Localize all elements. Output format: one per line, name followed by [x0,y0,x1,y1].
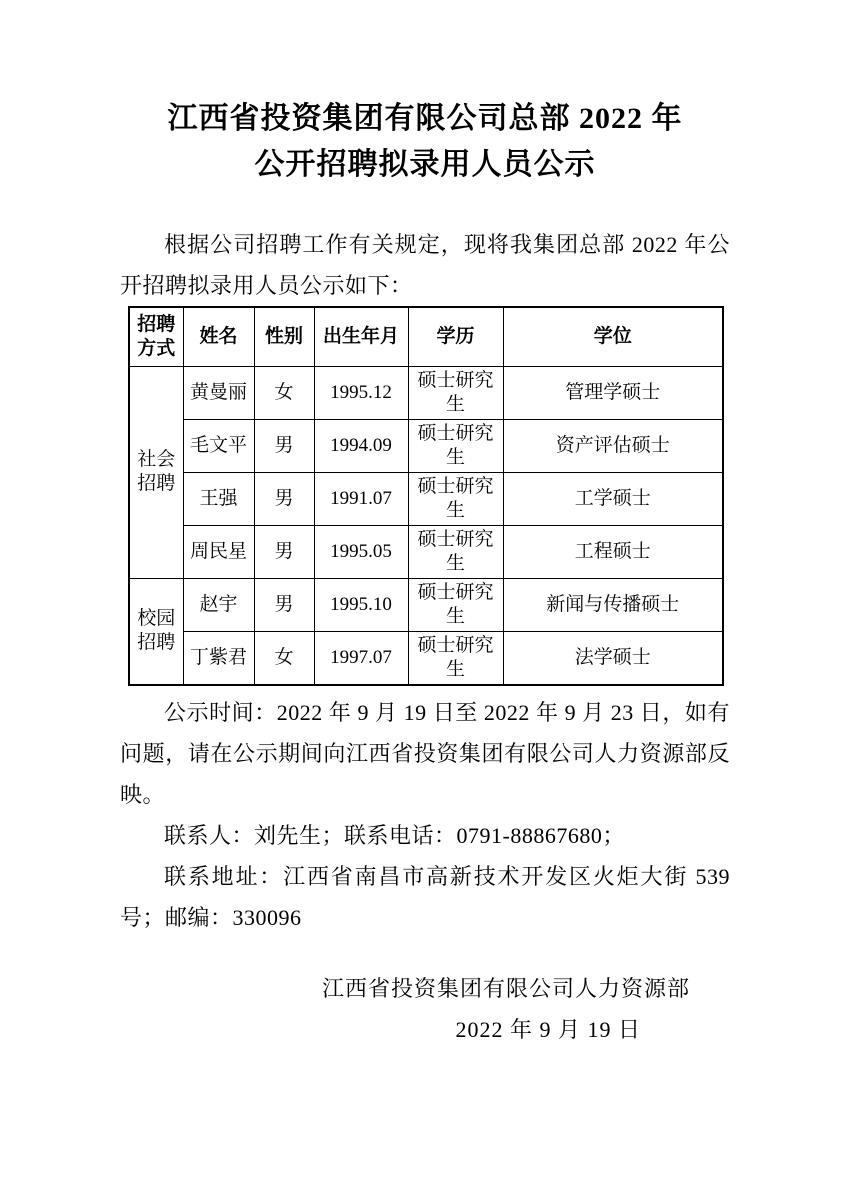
document-title-line2: 公开招聘拟录用人员公示 [254,148,596,181]
header-education: 学历 [408,307,503,366]
cell-gender: 男 [254,419,314,472]
cell-gender: 男 [254,472,314,525]
cell-recruit-method: 校园招聘 [129,578,183,685]
table-row [129,525,723,578]
cell-education: 硕士研究生 [408,419,503,472]
cell-birth: 1997.07 [314,631,408,685]
cell-name: 丁紫君 [183,631,254,685]
address-line: 联系地址：江西省南昌市高新技术开发区火炬大街 539 号；邮编：330096 [120,863,730,930]
header-recruit-method: 招聘方式 [129,307,183,366]
signature-block [120,968,730,1050]
table-row [129,631,723,685]
cell-degree: 工程硕士 [503,525,723,578]
header-name: 姓名 [183,307,254,366]
cell-name: 毛文平 [183,419,254,472]
header-birth: 出生年月 [314,307,408,366]
header-degree: 学位 [503,307,723,366]
cell-birth: 1991.07 [314,472,408,525]
cell-education: 硕士研究生 [408,525,503,578]
cell-name: 赵宇 [183,578,254,631]
header-gender: 性别 [254,307,314,366]
intro-paragraph: 根据公司招聘工作有关规定，现将我集团总部 2022 年公开招聘拟录用人员公示如下： [120,232,730,298]
cell-name: 黄曼丽 [183,366,254,419]
cell-gender: 男 [254,525,314,578]
cell-birth: 1995.05 [314,525,408,578]
table-header-row [129,307,723,366]
cell-gender: 女 [254,366,314,419]
cell-degree: 工学硕士 [503,472,723,525]
cell-education: 硕士研究生 [408,472,503,525]
contact-line: 联系人：刘先生；联系电话：0791-88867680； [164,822,625,848]
document-title [120,96,730,188]
cell-birth: 1995.12 [314,366,408,419]
recruitment-table [128,306,724,686]
table-row [129,472,723,525]
cell-education: 硕士研究生 [408,631,503,685]
date-line: 2022 年 9 月 19 日 [455,1016,641,1042]
cell-degree: 资产评估硕士 [503,419,723,472]
table-row [129,419,723,472]
cell-education: 硕士研究生 [408,578,503,631]
notice-paragraph: 公示时间：2022 年 9 月 19 日至 2022 年 9 月 23 日，如有问题，请在公示期间向江西省投资集团有限公司人力资源部反映。 [120,699,730,807]
cell-degree: 法学硕士 [503,631,723,685]
document-title-line1: 江西省投资集团有限公司总部 2022 年 [167,102,683,135]
cell-degree: 新闻与传播硕士 [503,578,723,631]
cell-gender: 女 [254,631,314,685]
cell-birth: 1995.10 [314,578,408,631]
signature-line: 江西省投资集团有限公司人力资源部 [321,975,690,1001]
cell-name: 周民星 [183,525,254,578]
cell-recruit-method: 社会招聘 [129,366,183,578]
table-row [129,366,723,419]
cell-gender: 男 [254,578,314,631]
cell-degree: 管理学硕士 [503,366,723,419]
cell-birth: 1994.09 [314,419,408,472]
cell-education: 硕士研究生 [408,366,503,419]
cell-name: 王强 [183,472,254,525]
table-row [129,578,723,631]
